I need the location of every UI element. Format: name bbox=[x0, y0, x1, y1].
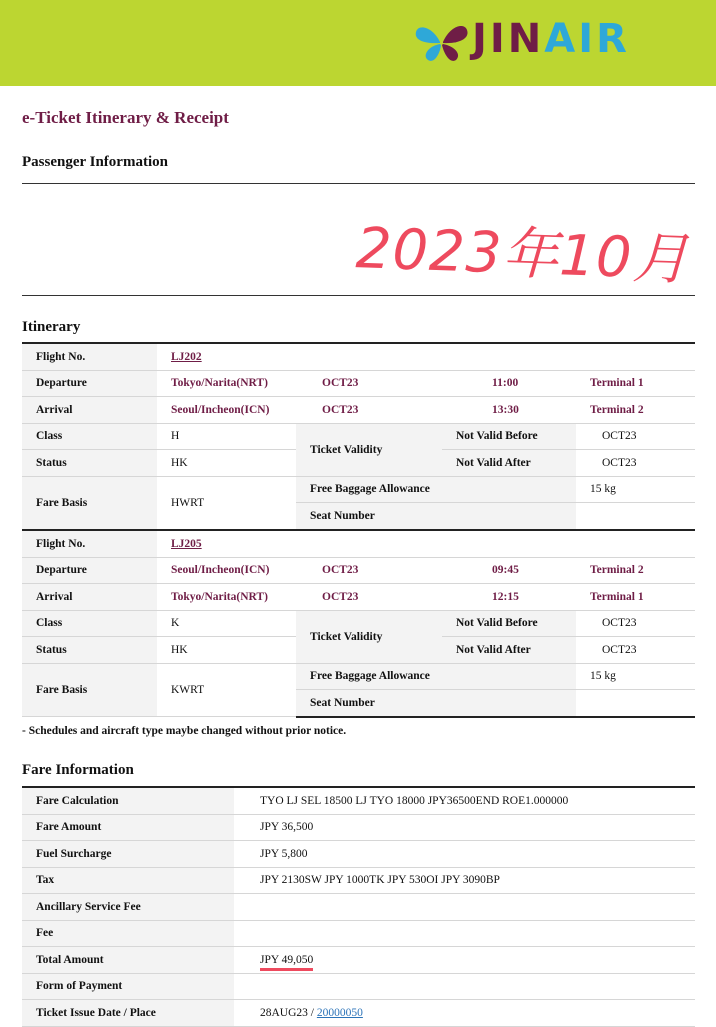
itinerary-section-title: Itinerary bbox=[22, 319, 81, 335]
ancillary-fee-label: Ancillary Service Fee bbox=[22, 894, 234, 921]
arrival-city: Seoul/Incheon(ICN) bbox=[157, 397, 296, 424]
fare-table bbox=[22, 786, 695, 1027]
logo-wordmark bbox=[472, 16, 630, 62]
departure-label: Departure bbox=[22, 370, 157, 397]
logo-air: AIR bbox=[544, 16, 630, 62]
ticket-validity-label: Ticket Validity bbox=[296, 423, 442, 476]
header-banner bbox=[0, 0, 716, 86]
table-row bbox=[22, 894, 695, 921]
not-valid-before-value: OCT23 bbox=[576, 610, 695, 637]
status-value: HK bbox=[157, 637, 296, 664]
fare-basis-value: HWRT bbox=[157, 476, 296, 530]
table-row bbox=[22, 814, 695, 841]
table-row bbox=[22, 397, 695, 424]
table-row bbox=[22, 920, 695, 947]
not-valid-after-label: Not Valid After bbox=[442, 450, 576, 477]
tax-value: JPY 2130SW JPY 1000TK JPY 530OI JPY 3090BP bbox=[234, 867, 695, 894]
table-row bbox=[22, 787, 695, 814]
arrival-date: OCT23 bbox=[296, 397, 442, 424]
baggage-value: 15 kg bbox=[576, 663, 695, 690]
not-valid-before-label: Not Valid Before bbox=[442, 610, 576, 637]
itinerary-segment-2 bbox=[22, 529, 695, 718]
flight-no-label: Flight No. bbox=[22, 530, 157, 557]
seat-label: Seat Number bbox=[296, 503, 576, 530]
departure-time: 11:00 bbox=[442, 370, 576, 397]
status-value: HK bbox=[157, 450, 296, 477]
not-valid-before-label: Not Valid Before bbox=[442, 423, 576, 450]
tax-label: Tax bbox=[22, 867, 234, 894]
not-valid-after-value: OCT23 bbox=[576, 637, 695, 664]
seat-value bbox=[576, 503, 695, 530]
class-value: K bbox=[157, 610, 296, 637]
status-label: Status bbox=[22, 637, 157, 664]
table-row bbox=[22, 370, 695, 397]
issue-place-link[interactable]: 20000050 bbox=[316, 1006, 363, 1019]
arrival-terminal: Terminal 1 bbox=[576, 584, 695, 611]
table-row bbox=[22, 841, 695, 868]
fare-amount-value: JPY 36,500 bbox=[234, 814, 695, 841]
payment-label: Form of Payment bbox=[22, 973, 234, 1000]
total-amount-label: Total Amount bbox=[22, 947, 234, 974]
status-label: Status bbox=[22, 450, 157, 477]
flight-number[interactable]: LJ205 bbox=[171, 537, 202, 550]
seat-value bbox=[576, 690, 695, 717]
flight-number[interactable]: LJ202 bbox=[171, 350, 202, 363]
arrival-city: Tokyo/Narita(NRT) bbox=[157, 584, 296, 611]
fare-basis-label: Fare Basis bbox=[22, 476, 157, 530]
logo-jin: JIN bbox=[472, 16, 545, 62]
schedule-notice: - Schedules and aircraft type maybe changed without prior notice. bbox=[22, 725, 347, 737]
table-row bbox=[22, 343, 695, 370]
divider bbox=[22, 295, 695, 296]
table-row bbox=[22, 610, 695, 637]
fare-amount-label: Fare Amount bbox=[22, 814, 234, 841]
departure-terminal: Terminal 1 bbox=[576, 370, 695, 397]
issue-date-value: 28AUG23 / bbox=[260, 1006, 317, 1019]
fare-section-title: Fare Information bbox=[22, 762, 134, 778]
not-valid-after-value: OCT23 bbox=[576, 450, 695, 477]
not-valid-after-label: Not Valid After bbox=[442, 637, 576, 664]
fare-calculation-label: Fare Calculation bbox=[22, 787, 234, 814]
itinerary-segment-1 bbox=[22, 342, 695, 531]
class-value: H bbox=[157, 423, 296, 450]
fare-basis-value: KWRT bbox=[157, 663, 296, 717]
fuel-surcharge-label: Fuel Surcharge bbox=[22, 841, 234, 868]
page-title: e-Ticket Itinerary & Receipt bbox=[22, 108, 229, 127]
ancillary-fee-value bbox=[234, 894, 695, 921]
flight-no-label: Flight No. bbox=[22, 343, 157, 370]
arrival-time: 12:15 bbox=[442, 584, 576, 611]
departure-date: OCT23 bbox=[296, 370, 442, 397]
seat-label: Seat Number bbox=[296, 690, 576, 717]
total-amount-value: JPY 49,050 bbox=[260, 954, 313, 971]
table-row bbox=[22, 973, 695, 1000]
departure-date: OCT23 bbox=[296, 557, 442, 584]
departure-city: Tokyo/Narita(NRT) bbox=[157, 370, 296, 397]
class-label: Class bbox=[22, 423, 157, 450]
table-row bbox=[22, 423, 695, 450]
table-row bbox=[22, 867, 695, 894]
arrival-terminal: Terminal 2 bbox=[576, 397, 695, 424]
class-label: Class bbox=[22, 610, 157, 637]
fare-calculation-value: TYO LJ SEL 18500 LJ TYO 18000 JPY36500END ROE1.000000 bbox=[234, 787, 695, 814]
passenger-section-title: Passenger Information bbox=[22, 154, 168, 170]
fare-basis-label: Fare Basis bbox=[22, 663, 157, 717]
table-row bbox=[22, 663, 695, 690]
issue-date-label: Ticket Issue Date / Place bbox=[22, 1000, 234, 1027]
arrival-time: 13:30 bbox=[442, 397, 576, 424]
baggage-value: 15 kg bbox=[576, 476, 695, 503]
baggage-label: Free Baggage Allowance bbox=[296, 663, 576, 690]
table-row bbox=[22, 557, 695, 584]
fee-value bbox=[234, 920, 695, 947]
table-row bbox=[22, 947, 695, 974]
jinair-logo bbox=[414, 16, 696, 66]
ticket-validity-label: Ticket Validity bbox=[296, 610, 442, 663]
handwritten-note: 2023年10月 bbox=[354, 216, 691, 293]
payment-value bbox=[234, 973, 695, 1000]
arrival-date: OCT23 bbox=[296, 584, 442, 611]
fuel-surcharge-value: JPY 5,800 bbox=[234, 841, 695, 868]
divider bbox=[22, 183, 695, 184]
arrival-label: Arrival bbox=[22, 397, 157, 424]
departure-terminal: Terminal 2 bbox=[576, 557, 695, 584]
table-row bbox=[22, 476, 695, 503]
departure-city: Seoul/Incheon(ICN) bbox=[157, 557, 296, 584]
fee-label: Fee bbox=[22, 920, 234, 947]
table-row bbox=[22, 584, 695, 611]
table-row bbox=[22, 1000, 695, 1027]
not-valid-before-value: OCT23 bbox=[576, 423, 695, 450]
baggage-label: Free Baggage Allowance bbox=[296, 476, 576, 503]
butterfly-icon bbox=[414, 22, 470, 64]
departure-label: Departure bbox=[22, 557, 157, 584]
departure-time: 09:45 bbox=[442, 557, 576, 584]
arrival-label: Arrival bbox=[22, 584, 157, 611]
table-row bbox=[22, 530, 695, 557]
